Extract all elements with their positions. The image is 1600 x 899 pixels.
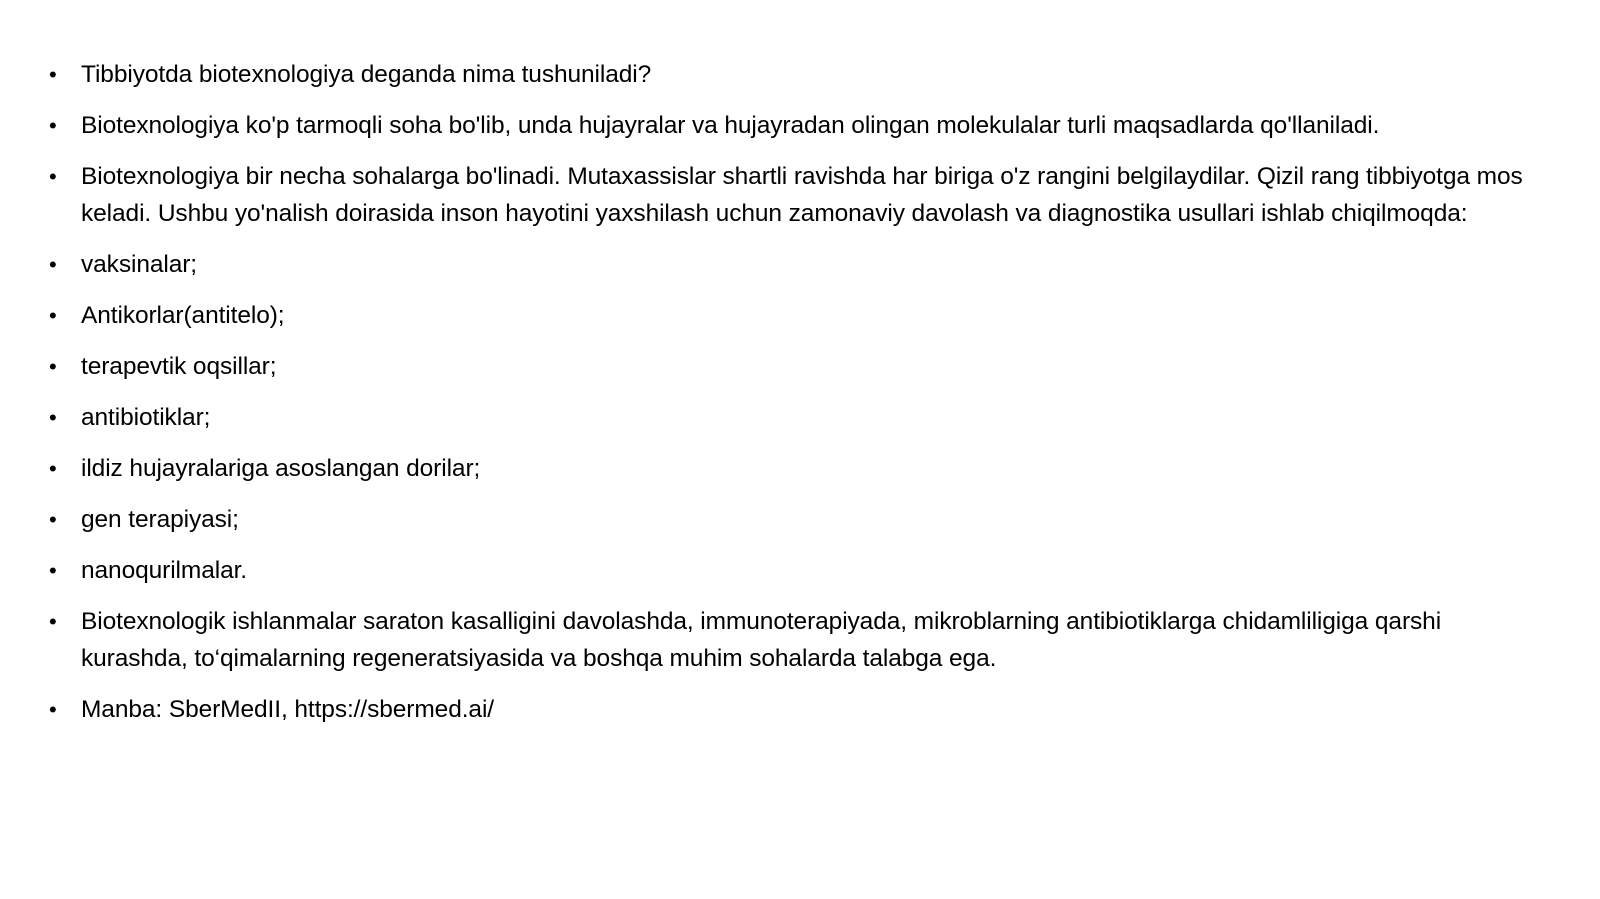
bullet-icon: • — [49, 507, 57, 532]
list-item-text: nanoqurilmalar. — [81, 557, 248, 584]
list-item-text: ildiz hujayralariga asoslangan dorilar; — [81, 455, 481, 482]
bullet-icon: • — [49, 113, 57, 138]
list-item — [47, 399, 1527, 436]
list-item — [47, 297, 1527, 334]
list-item-text: terapevtik oqsillar; — [81, 353, 277, 380]
list-item-text: Biotexnologik ishlanmalar saraton kasalligini davolashda, immunoterapiyada, mikroblarning antibiotiklarga chidamliligiga qarshi kurashda, to‘qimalarning regeneratsiyasida va boshqa muhim sohalarda talabga ega. — [81, 608, 1442, 672]
list-item-text: antibiotiklar; — [81, 404, 211, 431]
bullet-icon: • — [49, 405, 57, 430]
list-item — [47, 107, 1527, 144]
bullet-list — [47, 56, 1527, 742]
list-item-text: Manba: SberMedII, https://sbermed.ai/ — [81, 696, 495, 723]
list-item-text: vaksinalar; — [81, 251, 198, 278]
bullet-icon: • — [49, 558, 57, 583]
list-item-text: gen terapiyasi; — [81, 506, 239, 533]
list-item — [47, 552, 1527, 589]
bullet-icon: • — [49, 164, 57, 189]
list-item — [47, 246, 1527, 283]
bullet-icon: • — [49, 609, 57, 634]
list-item — [47, 158, 1527, 232]
bullet-icon: • — [49, 252, 57, 277]
list-item-text: Tibbiyotda biotexnologiya deganda nima tushuniladi? — [81, 61, 652, 88]
bullet-icon: • — [49, 456, 57, 481]
list-item — [47, 56, 1527, 93]
bullet-icon: • — [49, 697, 57, 722]
bullet-icon: • — [49, 354, 57, 379]
bullet-icon: • — [49, 303, 57, 328]
list-item — [47, 450, 1527, 487]
bullet-icon: • — [49, 62, 57, 87]
list-item-text: Biotexnologiya bir necha sohalarga bo'linadi. Mutaxassislar shartli ravishda har biriga o'z rangini belgilaydilar. Qizil rang tibbiyotga mos keladi. Ushbu yo'nalish doirasida inson hayotini yaxshilash uchun zamonaviy davolash va diagnostika usullari ishlab chiqilmoqda: — [81, 163, 1523, 227]
list-item-text: Antikorlar(antitelo); — [81, 302, 285, 329]
list-item-text: Biotexnologiya ko'p tarmoqli soha bo'lib, unda hujayralar va hujayradan olingan molekulalar turli maqsadlarda qo'llaniladi. — [81, 112, 1380, 139]
list-item — [47, 691, 1527, 728]
list-item — [47, 603, 1527, 677]
list-item — [47, 348, 1527, 385]
list-item — [47, 501, 1527, 538]
